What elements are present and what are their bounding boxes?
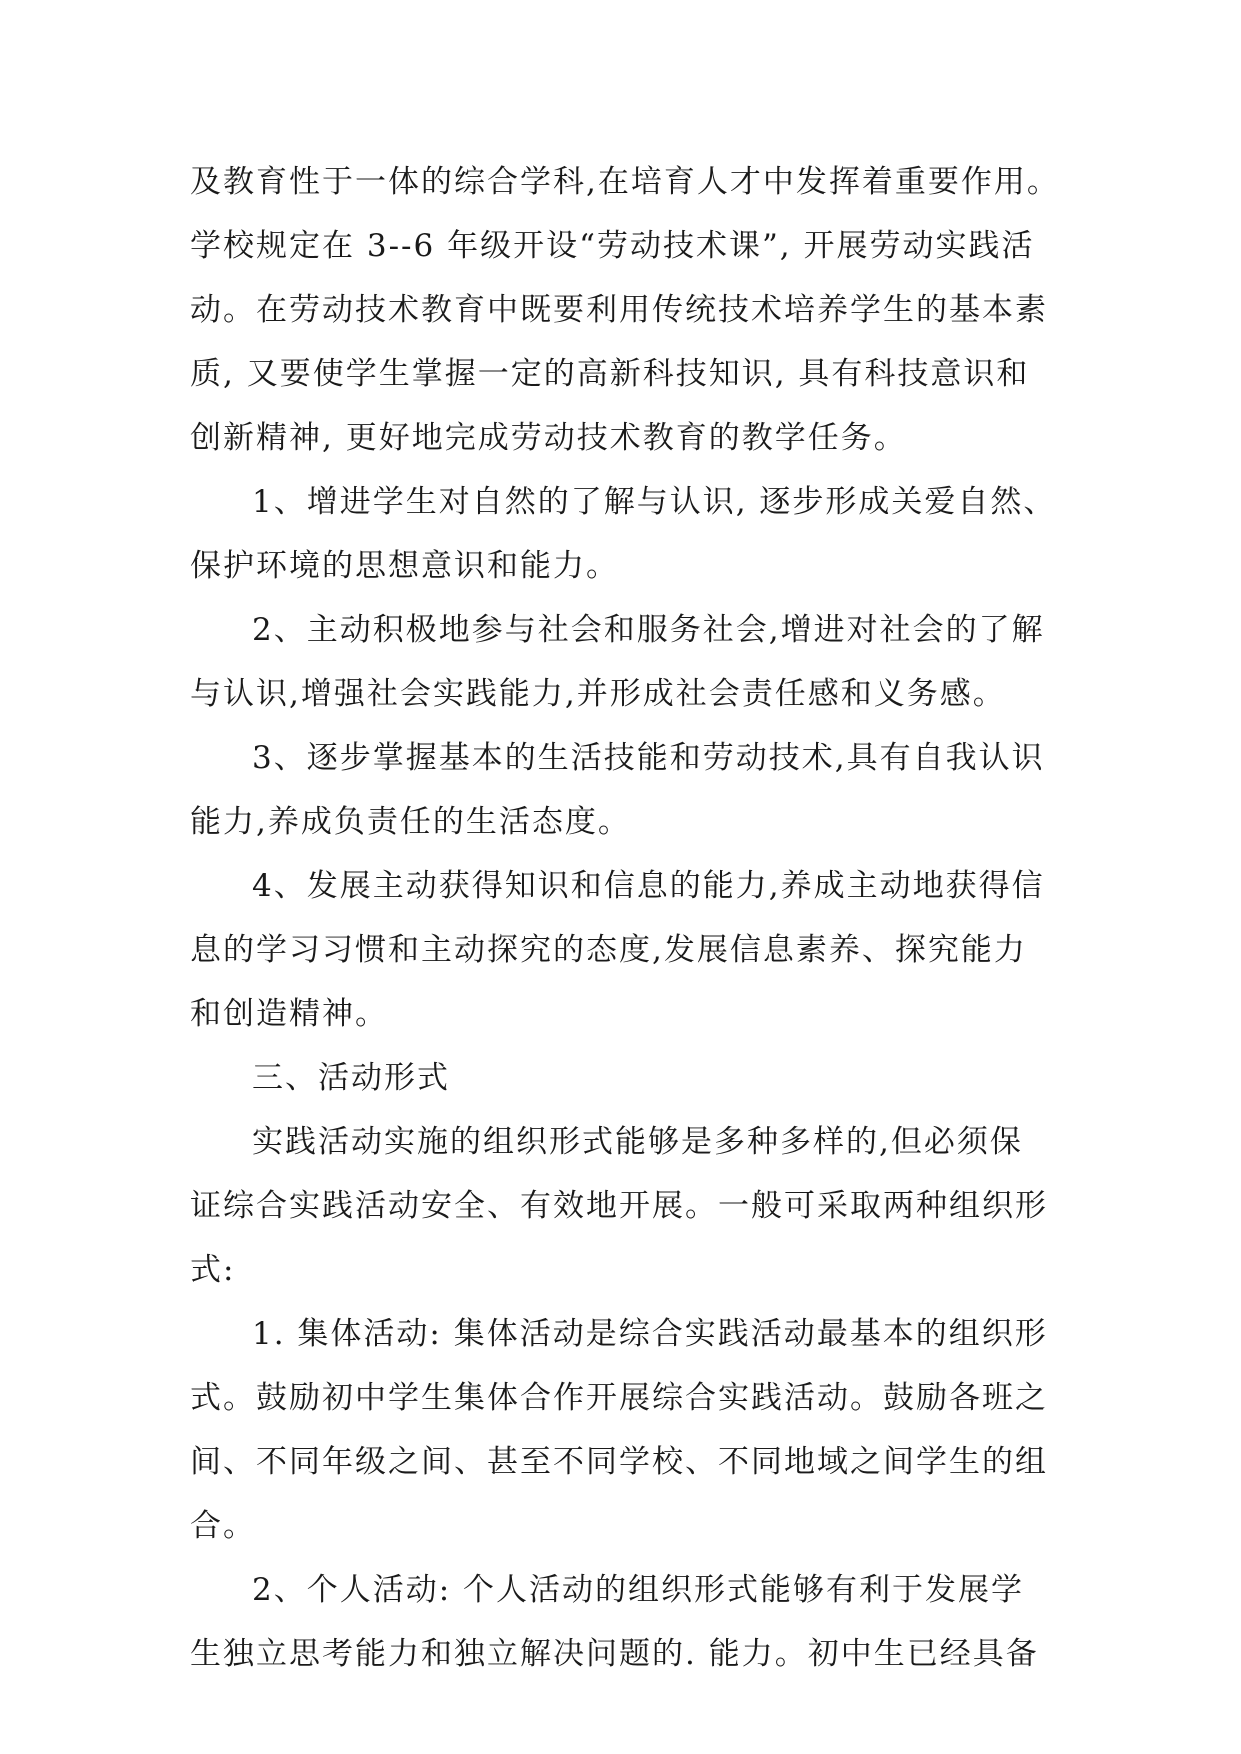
body-line: 及教育性于一体的综合学科,在培育人才中发挥着重要作用。 <box>190 164 1060 200</box>
document-body <box>190 150 1090 1686</box>
section-heading: 三、活动形式 <box>252 1060 450 1096</box>
body-line: 能力,养成负责任的生活态度。 <box>190 804 631 840</box>
list-item-3: 3、逐步掌握基本的生活技能和劳动技术,具有自我认识 <box>252 740 1045 776</box>
body-line: 息的学习习惯和主动探究的态度,发展信息素养、探究能力 <box>190 932 1027 968</box>
list-item-2: 2、主动积极地参与社会和服务社会,增进对社会的了解 <box>252 612 1045 648</box>
form-item-2: 2、个人活动: 个人活动的组织形式能够有利于发展学 <box>252 1572 1025 1608</box>
body-line: 式。鼓励初中学生集体合作开展综合实践活动。鼓励各班之 <box>190 1380 1048 1416</box>
body-line: 动。在劳动技术教育中既要利用传统技术培养学生的基本素 <box>190 292 1048 328</box>
body-line: 式: <box>190 1252 236 1288</box>
list-item-4: 4、发展主动获得知识和信息的能力,养成主动地获得信 <box>252 868 1045 904</box>
body-line: 合。 <box>190 1508 256 1544</box>
body-line: 与认识,增强社会实践能力,并形成社会责任感和义务感。 <box>190 676 1006 712</box>
body-line: 和创造精神。 <box>190 996 388 1032</box>
body-line: 生独立思考能力和独立解决问题的. 能力。初中生已经具备 <box>190 1636 1039 1672</box>
body-line: 间、不同年级之间、甚至不同学校、不同地域之间学生的组 <box>190 1444 1048 1480</box>
body-line: 证综合实践活动安全、有效地开展。一般可采取两种组织形 <box>190 1188 1048 1224</box>
form-item-1: 1. 集体活动: 集体活动是综合实践活动最基本的组织形 <box>252 1316 1048 1352</box>
paragraph-start: 实践活动实施的组织形式能够是多种多样的,但必须保 <box>252 1124 1023 1160</box>
body-line: 质, 又要使学生掌握一定的高新科技知识, 具有科技意识和 <box>190 356 1030 392</box>
list-item-1: 1、增进学生对自然的了解与认识, 逐步形成关爱自然、 <box>252 484 1057 520</box>
body-line: 保护环境的思想意识和能力。 <box>190 548 619 584</box>
body-line: 创新精神, 更好地完成劳动技术教育的教学任务。 <box>190 420 907 456</box>
body-line: 学校规定在 3--6 年级开设“劳动技术课”, 开展劳动实践活 <box>190 228 1035 264</box>
